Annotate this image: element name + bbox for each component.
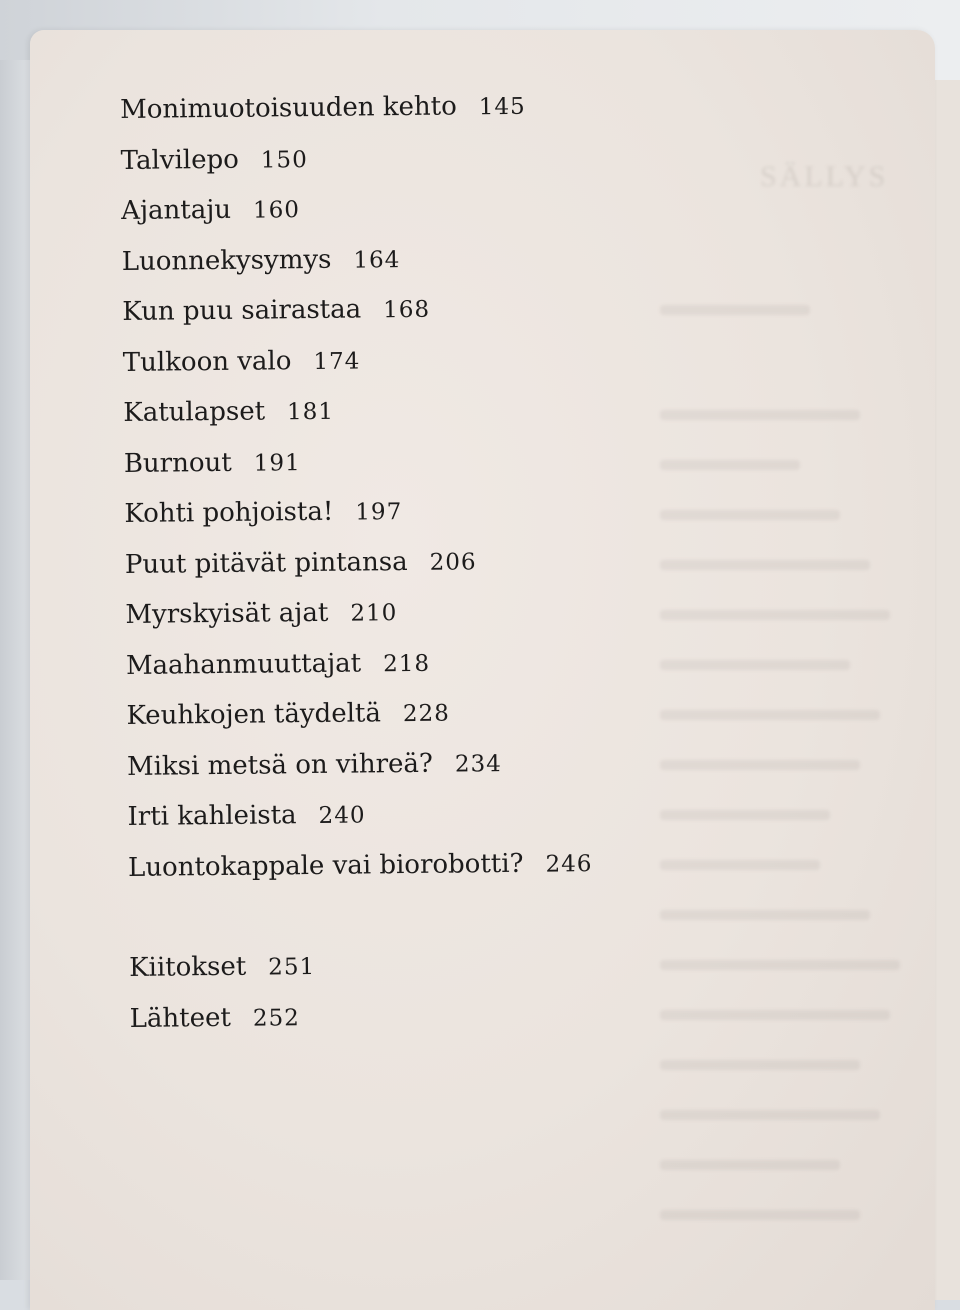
section-spacer: [128, 897, 688, 953]
toc-entry: [127, 746, 687, 802]
toc-entry-title: Katulapset: [123, 396, 266, 428]
toc-entry: [124, 493, 684, 549]
toc-entry-page: 191: [253, 449, 301, 477]
toc-entry-title: Burnout: [123, 447, 232, 479]
toc-entry-title: Tulkoon valo: [122, 345, 292, 378]
toc-entry-page: 164: [353, 246, 401, 274]
toc-entry-title: Luonnekysymys: [121, 244, 332, 277]
toc-entry: [123, 342, 683, 398]
toc-entry-page: 174: [313, 347, 361, 375]
toc-entry-page: 210: [350, 600, 398, 627]
toc-entry-title: Miksi metsä on vihreä?: [126, 748, 434, 782]
bleed-through-text: [660, 130, 920, 1280]
toc-entry-page: 145: [478, 93, 526, 121]
table-of-contents: [120, 89, 690, 1054]
toc-entry-page: 228: [402, 700, 450, 728]
toc-entry: [123, 392, 683, 448]
toc-entry-page: 197: [355, 499, 403, 526]
toc-entry-title: Luontokappale vai biorobotti?: [127, 848, 524, 883]
toc-entry-page: 160: [252, 197, 301, 224]
toc-entry-page: 252: [252, 1004, 300, 1032]
toc-entry: [124, 443, 684, 499]
toc-chapter-list: [120, 89, 688, 903]
toc-back-matter-list: [129, 947, 690, 1054]
toc-entry-title: Kun puu sairastaa: [122, 294, 362, 327]
bleed-through-heading: SÄLLYS: [760, 160, 889, 193]
toc-entry: [127, 796, 687, 852]
toc-entry-page: 234: [454, 750, 502, 778]
toc-entry: [125, 544, 685, 600]
toc-entry-title: Ajantaju: [121, 194, 232, 226]
toc-entry: [120, 89, 680, 145]
toc-entry: [130, 998, 690, 1054]
toc-entry: [126, 695, 686, 751]
toc-entry: [121, 190, 681, 246]
toc-entry-page: 150: [260, 146, 308, 174]
toc-entry: [126, 645, 686, 701]
toc-entry-title: Myrskyisät ajat: [125, 597, 329, 630]
toc-entry-title: Lähteet: [129, 1002, 232, 1034]
toc-entry: [121, 140, 681, 196]
toc-entry-title: Talvilepo: [120, 144, 239, 176]
toc-entry: [128, 847, 688, 903]
toc-entry-page: 251: [268, 954, 316, 981]
toc-entry-page: 240: [318, 802, 366, 829]
toc-entry-title: Kiitokset: [128, 951, 247, 983]
toc-entry: [129, 947, 689, 1003]
toc-entry: [122, 241, 682, 297]
toc-entry-title: Maahanmuuttajat: [125, 648, 362, 681]
toc-entry-title: Puut pitävät pintansa: [124, 546, 408, 580]
toc-entry: [122, 291, 682, 347]
toc-entry: [125, 594, 685, 650]
toc-entry-page: 181: [286, 398, 335, 426]
toc-entry-title: Irti kahleista: [127, 800, 297, 832]
toc-entry-title: Monimuotoisuuden kehto: [120, 91, 457, 125]
toc-entry-title: Kohti pohjoista!: [124, 496, 334, 529]
toc-entry-page: 168: [383, 296, 431, 324]
toc-entry-page: 206: [429, 548, 477, 576]
toc-entry-page: 218: [383, 650, 431, 677]
toc-entry-page: 246: [545, 850, 593, 878]
toc-entry-title: Keuhkojen täydeltä: [126, 698, 382, 731]
